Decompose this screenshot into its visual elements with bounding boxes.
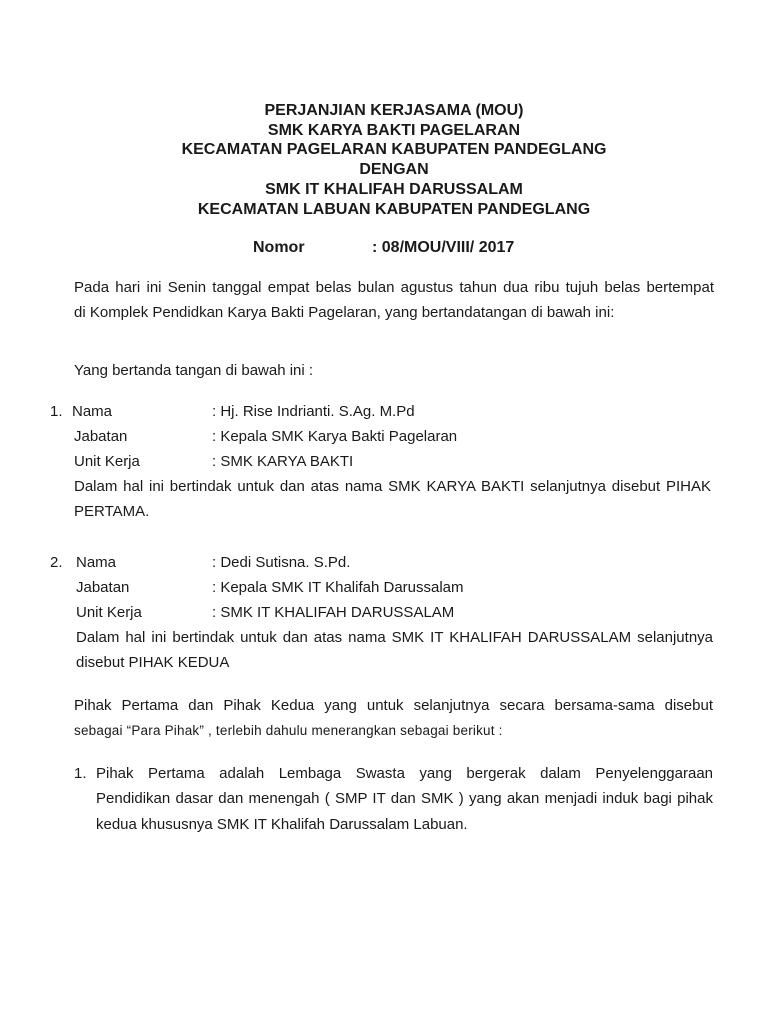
title-line-4: DENGAN: [359, 161, 429, 179]
point1-line-3: kedua khususnya SMK IT Khalifah Darussalam Labuan.: [96, 816, 468, 833]
intro-line-2: di Komplek Pendidkan Karya Bakti Pagelaran, yang bertandatangan di bawah ini:: [74, 304, 615, 321]
party1-nama-value: : Hj. Rise Indrianti. S.Ag. M.Pd: [212, 403, 415, 420]
party2-unit-value: : SMK IT KHALIFAH DARUSSALAM: [212, 604, 455, 621]
party1-number: 1.: [50, 403, 63, 420]
title-line-3: KECAMATAN PAGELARAN KABUPATEN PANDEGLANG: [181, 141, 607, 159]
document-title: [0, 101, 768, 219]
para-pihak-line-1: Pihak Pertama dan Pihak Kedua yang untuk selanjutnya secara bersama-sama disebut: [74, 697, 713, 714]
party2-desc-line-2: disebut PIHAK KEDUA: [76, 654, 230, 671]
party2-desc-line-1: Dalam hal ini bertindak untuk dan atas nama SMK IT KHALIFAH DARUSSALAM selanjutnya: [76, 629, 713, 646]
intro-line-1: Pada hari ini Senin tanggal empat belas bulan agustus tahun dua ribu tujuh belas bertempat: [74, 279, 714, 296]
party2-number: 2.: [50, 554, 63, 571]
title-line-6: KECAMATAN LABUAN KABUPATEN PANDEGLANG: [197, 200, 591, 218]
point1-line-2: Pendidikan dasar dan menengah ( SMP IT dan SMK ) yang akan menjadi induk bagi pihak: [96, 790, 713, 807]
party1-desc-line-2: PERTAMA.: [74, 503, 150, 520]
party2-jabatan-label: Jabatan: [76, 579, 130, 596]
party1-jabatan-value: : Kepala SMK Karya Bakti Pagelaran: [212, 428, 458, 445]
point1-number: 1.: [74, 765, 87, 782]
para-pihak-line-2: sebagai “Para Pihak” , terlebih dahulu menerangkan sebagai berikut :: [74, 723, 503, 738]
party1-jabatan-label: Jabatan: [74, 428, 128, 445]
nomor-label: Nomor: [253, 239, 305, 256]
title-line-1: PERJANJIAN KERJASAMA (MOU): [264, 102, 524, 119]
nomor-value: : 08/MOU/VIII/ 2017: [372, 239, 515, 256]
party1-unit-label: Unit Kerja: [74, 453, 140, 470]
point1-line-1: Pihak Pertama adalah Lembaga Swasta yang bergerak dalam Penyelenggaraan: [96, 765, 713, 782]
party1-nama-label: Nama: [72, 403, 113, 420]
party2-nama-value: : Dedi Sutisna. S.Pd.: [212, 554, 351, 571]
party1-desc-line-1: Dalam hal ini bertindak untuk dan atas nama SMK KARYA BAKTI selanjutnya disebut PIHAK: [74, 478, 711, 495]
party1-unit-value: : SMK KARYA BAKTI: [212, 453, 354, 470]
party2-unit-label: Unit Kerja: [76, 604, 142, 621]
title-line-5: SMK IT KHALIFAH DARUSSALAM: [265, 180, 523, 198]
party2-nama-label: Nama: [76, 554, 117, 571]
signers-intro: Yang bertanda tangan di bawah ini :: [74, 362, 314, 379]
title-line-2: SMK KARYA BAKTI PAGELARAN: [267, 121, 521, 139]
party2-jabatan-value: : Kepala SMK IT Khalifah Darussalam: [212, 579, 464, 596]
